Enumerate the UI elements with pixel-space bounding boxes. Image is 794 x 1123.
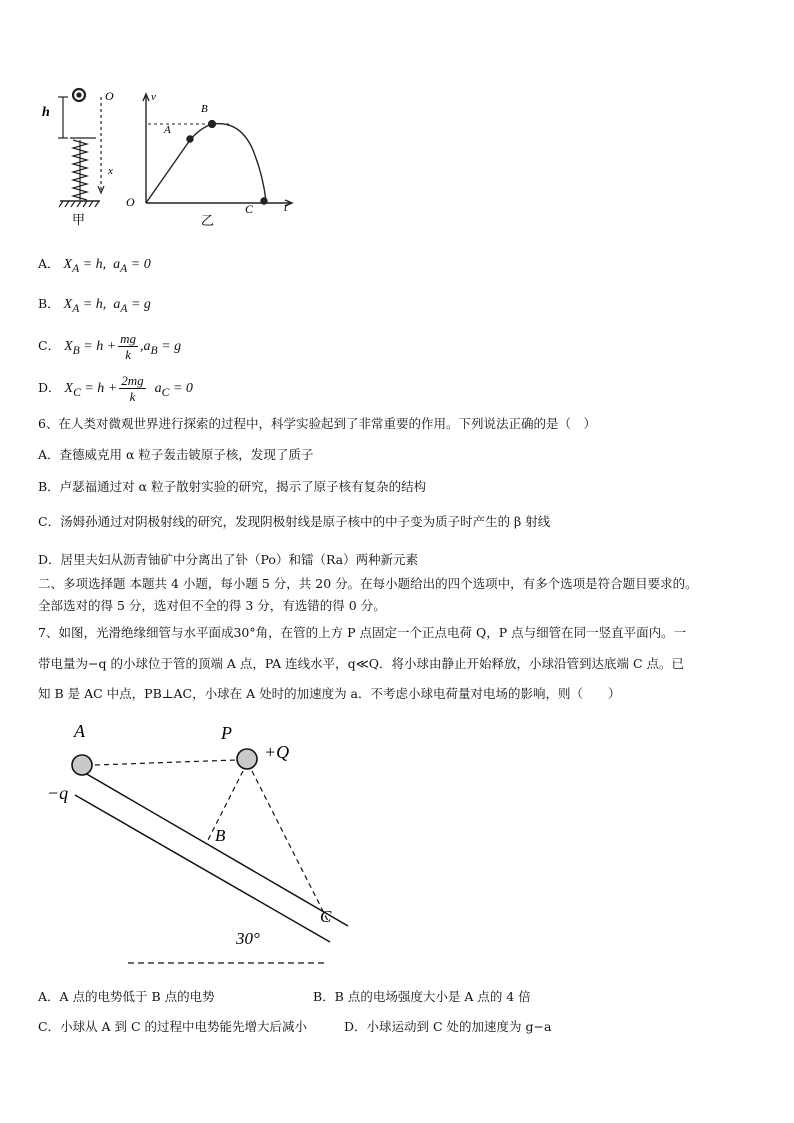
- jia-x-label: x: [108, 165, 113, 177]
- q7-option-c: C．小球从 A 到 C 的过程中电势能先增大后减小: [38, 1019, 308, 1034]
- point-b: [209, 121, 216, 128]
- figure-jia-yi: [0, 0, 794, 240]
- figure-yi: [143, 94, 292, 206]
- label-p: P: [221, 723, 232, 743]
- q6-option-d: D．居里夫妇从沥青铀矿中分离出了钋（Po）和镭（Ra）两种新元素: [38, 552, 419, 567]
- label-plus-q: +Q: [264, 742, 290, 762]
- pa-line: [95, 760, 236, 765]
- yi-b-label: B: [201, 103, 208, 115]
- pc-line: [252, 771, 328, 921]
- q6-option-c: C．汤姆孙通过对阴极射线的研究，发现阴极射线是原子核中的中子变为质子时产生的 β 射线: [38, 514, 551, 529]
- q7-stem-line1: 7、如图，光滑绝缘细管与水平面成30°角，在管的上方 P 点固定一个正点电荷 Q，P 点与细管在同一竖直平面内。一: [38, 625, 687, 640]
- label-minus-q: −q: [47, 783, 69, 803]
- q5-option-a: A． $X_A = h$, $a_A = 0$: [38, 256, 151, 275]
- q7-option-b: B．B 点的电场强度大小是 A 点的 4 倍: [313, 989, 531, 1004]
- charge-p: [237, 749, 257, 769]
- label-a: A: [74, 721, 85, 741]
- yi-t-label: t: [284, 200, 288, 214]
- figure-jia: [58, 89, 104, 207]
- yi-caption: 乙: [201, 213, 215, 228]
- q7-stem-line3: 知 B 是 AC 中点，PB⊥AC，小球在 A 处时的加速度为 a．不考虑小球电荷量对电场的影响，则（ ）: [38, 686, 621, 701]
- point-c: [261, 198, 267, 204]
- label-angle: 30°: [236, 929, 260, 948]
- q6-stem: 6、在人类对微观世界进行探索的过程中，科学实验起到了非常重要的作用。下列说法正确的是（ ）: [38, 416, 596, 431]
- tube-lower-edge: [75, 795, 330, 942]
- q5-option-c: C． $X_B = h$ + $\frac{mg}{k}$ $,a_B = g$: [38, 331, 182, 363]
- label-b: B: [215, 826, 226, 845]
- yi-c-label: C: [245, 202, 254, 216]
- q7-option-a: A．A 点的电势低于 B 点的电势: [38, 989, 215, 1004]
- yi-a-label: A: [164, 124, 171, 136]
- label-c: C: [320, 907, 332, 926]
- q6-option-b: B．卢瑟福通过对 α 粒子散射实验的研究，揭示了原子核有复杂的结构: [38, 479, 427, 494]
- figure-q7: [0, 715, 794, 975]
- yi-o-label: O: [126, 195, 135, 209]
- q7-option-d: D．小球运动到 C 处的加速度为 g−a: [344, 1019, 552, 1034]
- section2-line1: 二、多项选择题 本题共 4 小题，每小题 5 分，共 20 分。在每小题给出的四个选项中，有多个选项是符合题目要求的。: [38, 576, 698, 591]
- jia-caption: 甲: [72, 212, 86, 227]
- q6-option-a: A．查德威克用 α 粒子轰击铍原子核，发现了质子: [38, 447, 314, 462]
- q7-stem-line2: 带电量为−q 的小球位于管的顶端 A 点，PA 连线水平，q≪Q．将小球由静止开始释放，小球沿管到达底端 C 点。已: [38, 656, 685, 671]
- point-a: [187, 136, 193, 142]
- pb-line: [208, 771, 243, 840]
- section2-line2: 全部选对的得 5 分，选对但不全的得 3 分，有选错的得 0 分。: [38, 598, 386, 613]
- q5-option-d: D． $X_C = h$ + $\frac{2mg}{k}$ $a_C = 0$: [38, 373, 193, 405]
- jia-o-label: O: [105, 89, 114, 103]
- jia-h-label: h: [42, 105, 50, 120]
- tube-upper-edge: [85, 773, 348, 926]
- ball-a: [72, 755, 92, 775]
- q5-option-b: B． $X_A = h$, $a_A = g$: [38, 296, 151, 315]
- yi-v-label: v: [151, 91, 156, 103]
